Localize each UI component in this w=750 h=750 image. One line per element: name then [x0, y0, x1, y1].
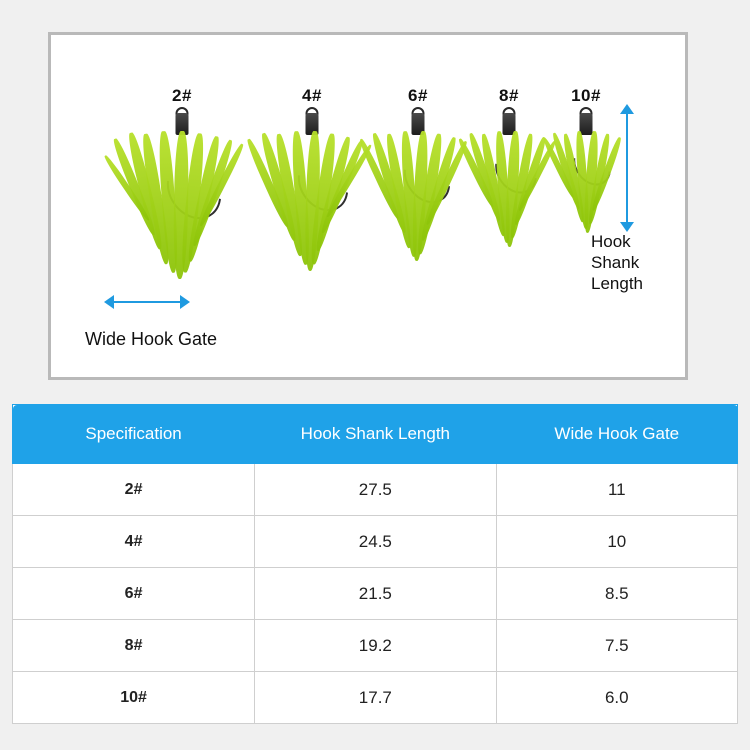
hook-head-icon	[580, 113, 593, 135]
cell-specification: 10#	[13, 672, 255, 724]
cell-specification: 2#	[13, 464, 255, 516]
cell-specification: 6#	[13, 568, 255, 620]
cell-wide-hook-gate: 11	[496, 464, 737, 516]
cell-hook-shank-length: 19.2	[255, 620, 496, 672]
table-header-wide-hook-gate: Wide Hook Gate	[496, 405, 737, 464]
hook-shank-length-caption-line-3: Length	[591, 274, 643, 293]
lure-size-label: 10#	[571, 86, 601, 105]
table-row	[13, 568, 738, 620]
hook-shank-length-arrow-icon	[626, 113, 628, 223]
lure-size-label: 2#	[172, 86, 192, 105]
hook-shank-length-caption-line-2: Shank	[591, 253, 640, 272]
lure-size-label: 6#	[408, 86, 428, 105]
cell-hook-shank-length: 24.5	[255, 516, 496, 568]
lure-size-label: 4#	[302, 86, 322, 105]
table-row	[13, 464, 738, 516]
table-header-specification: Specification	[13, 405, 255, 464]
lure-item	[123, 87, 241, 287]
cell-wide-hook-gate: 7.5	[496, 620, 737, 672]
table-header-row	[13, 405, 738, 464]
cell-wide-hook-gate: 10	[496, 516, 737, 568]
lure-item	[543, 87, 629, 253]
specification-table	[12, 404, 738, 724]
cell-hook-shank-length: 27.5	[255, 464, 496, 516]
table-row	[13, 672, 738, 724]
table-row	[13, 516, 738, 568]
cell-hook-shank-length: 21.5	[255, 568, 496, 620]
table-row	[13, 620, 738, 672]
lure-item	[366, 87, 470, 277]
cell-wide-hook-gate: 6.0	[496, 672, 737, 724]
cell-specification: 4#	[13, 516, 255, 568]
wide-hook-gate-caption: Wide Hook Gate	[85, 329, 218, 349]
lure-diagram-panel	[48, 32, 688, 380]
lure-item	[256, 87, 368, 287]
wide-hook-gate-arrow-icon	[113, 301, 181, 303]
cell-hook-shank-length: 17.7	[255, 672, 496, 724]
cell-wide-hook-gate: 8.5	[496, 568, 737, 620]
lure-row	[51, 35, 685, 377]
cell-specification: 8#	[13, 620, 255, 672]
hook-shank-length-caption-line-1: Hook	[591, 232, 631, 251]
table-header-hook-shank-length: Hook Shank Length	[255, 405, 496, 464]
hook-shank-length-caption	[591, 231, 687, 294]
lure-size-label: 8#	[499, 86, 519, 105]
